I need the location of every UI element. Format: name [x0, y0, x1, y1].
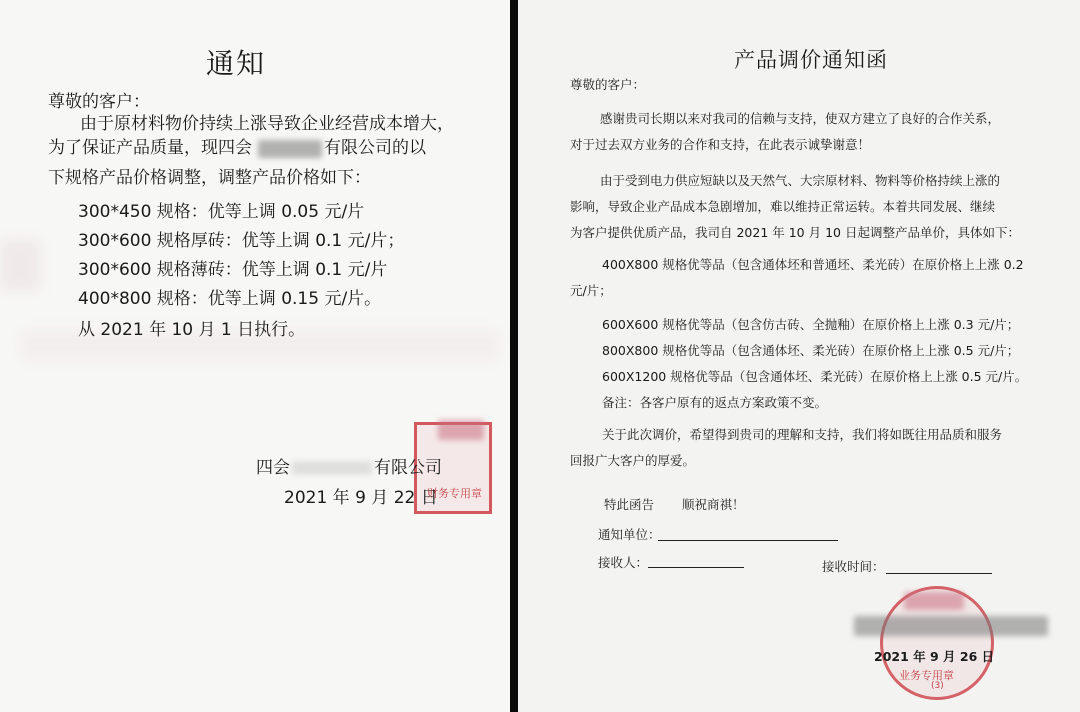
body-line: 由于原材料物价持续上涨导致企业经营成本增大， [80, 114, 454, 134]
price-item: 300*600 规格薄砖：优等上调 0.1 元/片 [78, 260, 388, 280]
body-line: 下规格产品价格调整，调整产品价格如下： [48, 168, 371, 188]
closing-line: 回报广大客户的厚爱。 [570, 453, 696, 468]
notice-date: 2021 年 9 月 26 日 [874, 649, 995, 664]
price-item: 400*800 规格：优等上调 0.15 元/片。 [78, 289, 382, 309]
wishes: 顺祝商祺！ [682, 497, 745, 512]
receive-time-blank [886, 573, 992, 574]
paragraph-line: 由于受到电力供应短缺以及天然气、大宗原材料、物料等价格持续上涨的 [600, 173, 1001, 188]
sign-off: 特此函告 [604, 497, 655, 512]
price-item: 300*600 规格厚砖：优等上调 0.1 元/片； [78, 231, 405, 251]
paragraph-line: 对于过去双方业务的合作和支持，在此表示诚挚谢意！ [570, 137, 871, 152]
receiver-blank [648, 567, 744, 568]
paragraph-line: 感谢贵司长期以来对我司的信赖与支持，使双方建立了良好的合作关系， [600, 111, 1001, 126]
greeting: 尊敬的客户： [48, 92, 150, 112]
company-stamp: 财务专用章 [414, 422, 492, 514]
body-line: 为了保证产品质量，现四会 [48, 138, 252, 158]
company-seal: 业务专用章 (3) [880, 586, 994, 700]
price-line: 元/片； [570, 283, 612, 298]
signature-suffix: 有限公司 [374, 458, 442, 478]
price-line: 800X800 规格优等品（包含通体坯、柔光砖）在原价格上上涨 0.5 元/片； [602, 343, 1020, 358]
right-notice-page [518, 0, 1080, 712]
redacted-company-name [292, 461, 372, 475]
paper-smudge [0, 240, 40, 290]
price-line: 600X1200 规格优等品（包含通体坯、柔光砖）在原价格上上涨 0.5 元/片。 [602, 369, 1028, 384]
remark-line: 备注：各客户原有的返点方案政策不变。 [602, 395, 828, 410]
notice-date: 2021 年 9 月 22 日 [284, 488, 438, 508]
notice-title: 通知 [206, 47, 267, 80]
closing-line: 关于此次调价，希望得到贵司的理解和支持，我们将如既往用品质和服务 [602, 427, 1003, 442]
price-line: 400X800 规格优等品（包含通体坯和普通坯、柔光砖）在原价格上上涨 0.2 [602, 257, 1024, 272]
paragraph-line: 影响，导致企业产品成本急剧增加，难以维持正常运转。本着共同发展、继续 [570, 199, 996, 214]
receiver-label: 接收人： [598, 555, 649, 570]
notify-unit-label: 通知单位： [598, 527, 661, 542]
redacted-company-name [258, 140, 322, 158]
receive-time-label: 接收时间： [822, 559, 885, 574]
price-line: 600X600 规格优等品（包含仿古砖、全抛釉）在原价格上上涨 0.3 元/片； [602, 317, 1020, 332]
notify-unit-blank [658, 540, 838, 541]
left-notice-page [0, 0, 510, 712]
company-name-fragment: 有限公司的以 [324, 138, 426, 158]
paragraph-line: 为客户提供优质产品，我司自 2021 年 10 月 10 日起调整产品单价，具体如下： [570, 225, 1020, 240]
redacted-stamp-text [438, 420, 484, 440]
notice-title: 产品调价通知函 [734, 48, 888, 72]
redacted-company-name [854, 616, 1048, 636]
effective-date-line: 从 2021 年 10 月 1 日执行。 [78, 320, 306, 340]
greeting: 尊敬的客户： [570, 77, 646, 92]
price-item: 300*450 规格：优等上调 0.05 元/片 [78, 202, 365, 222]
signature-prefix: 四会 [256, 458, 290, 478]
redacted-seal-text [904, 592, 964, 610]
